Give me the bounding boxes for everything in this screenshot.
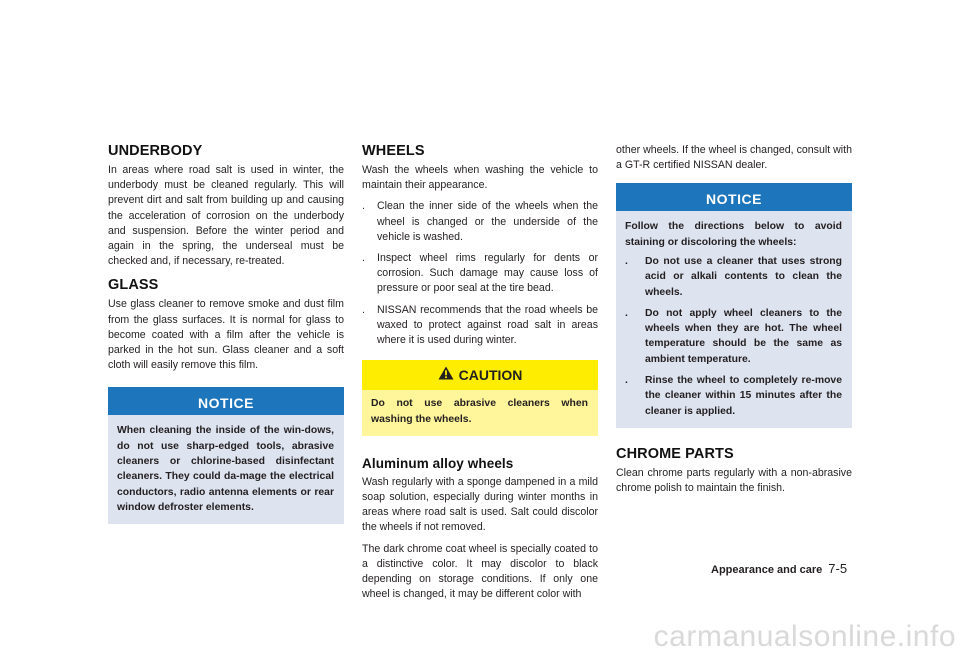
caution-box: [362, 360, 598, 436]
alloy-wheels-heading: Aluminum alloy wheels: [362, 455, 514, 471]
list-item: . Do not apply wheel cleaners to the wheels when they are hot. The wheel temperature should be the same as ambient temperature.: [625, 307, 842, 365]
column-left: [108, 143, 344, 524]
notice-text: When cleaning the inside of the win-dows, do not use sharp-edged tools, abrasive cleaners or chlorine-based disinfectant cleaners. They could da-mage the electrical conductors, radio antenna elements or rear window defroster elements.: [117, 425, 334, 513]
notice-box-cleaning: [108, 387, 344, 524]
alloy-text-1: Wash regularly with a sponge dampened in a mild soap solution, especially during winter months in areas where road salt is used. Salt could discolor the wheels if not removed.: [362, 475, 598, 534]
page-footer: [711, 561, 847, 576]
list-item: . Clean the inner side of the wheels when the wheel is changed or the underside of the vehicle is washed.: [362, 200, 598, 243]
column-middle: [362, 143, 598, 608]
chrome-text: Clean chrome parts regularly with a non-abrasive chrome polish to maintain the finish.: [616, 466, 852, 495]
wheels-intro: Wash the wheels when washing the vehicle to maintain their appearance.: [362, 164, 598, 192]
list-item: . Inspect wheel rims regularly for dents or corrosion. Such damage may cause loss of pressure or poor seal at the tire bead.: [362, 252, 598, 295]
notice-bullet-list: [625, 254, 842, 419]
alloy-text-2: The dark chrome coat wheel is specially coated to a distinctive color. It may discolor to black depending on storage conditions. If only one wheel is changed, it may be different color with: [362, 542, 598, 601]
page-number: 7-5: [828, 561, 848, 576]
caution-text: Do not use abrasive cleaners when washing the wheels.: [371, 398, 588, 425]
section-name: Appearance and care: [711, 564, 823, 576]
warning-triangle-icon: [438, 359, 454, 391]
continued-text: other wheels. If the wheel is changed, consult with a GT-R certified NISSAN dealer.: [616, 144, 852, 172]
notice-box-wheels: [616, 183, 852, 428]
glass-heading: GLASS: [108, 277, 159, 294]
wheels-bullet-list: [362, 199, 598, 348]
chrome-parts-heading: CHROME PARTS: [616, 445, 734, 462]
column-right: [616, 143, 852, 502]
glass-text: Use glass cleaner to remove smoke and dust film from the glass surfaces. It is normal for glass to become coated with a film after the vehicle is parked in the hot sun. Glass cleaner and a soft cloth will easily remove this film.: [108, 298, 344, 372]
list-item: . Do not use a cleaner that uses strong acid or alkali contents to clean the wheels.: [625, 256, 842, 298]
notice-intro: Follow the directions below to avoid staining or discoloring the wheels:: [625, 221, 842, 248]
list-item: . NISSAN recommends that the road wheels be waxed to protect against road salt in areas where it is used during winter.: [362, 303, 598, 347]
list-item: . Rinse the wheel to completely re-move the cleaner within 15 minutes after the cleaner is applied.: [625, 375, 842, 417]
wheels-heading: WHEELS: [362, 143, 425, 159]
notice-header: NOTICE: [108, 387, 344, 415]
underbody-text: In areas where road salt is used in winter, the underbody must be cleaned regularly. This will prevent dirt and salt from building up and causing the acceleration of corrosion on the underbody and suspension. Before the winter period and again in the spring, the underseal must be checked and, if necessary, re-treated.: [108, 164, 344, 268]
caution-header: CAUTION: [458, 367, 523, 384]
underbody-heading: UNDERBODY: [108, 143, 203, 159]
watermark: carmanualsonline.info: [653, 620, 956, 653]
notice-header: NOTICE: [616, 183, 852, 211]
